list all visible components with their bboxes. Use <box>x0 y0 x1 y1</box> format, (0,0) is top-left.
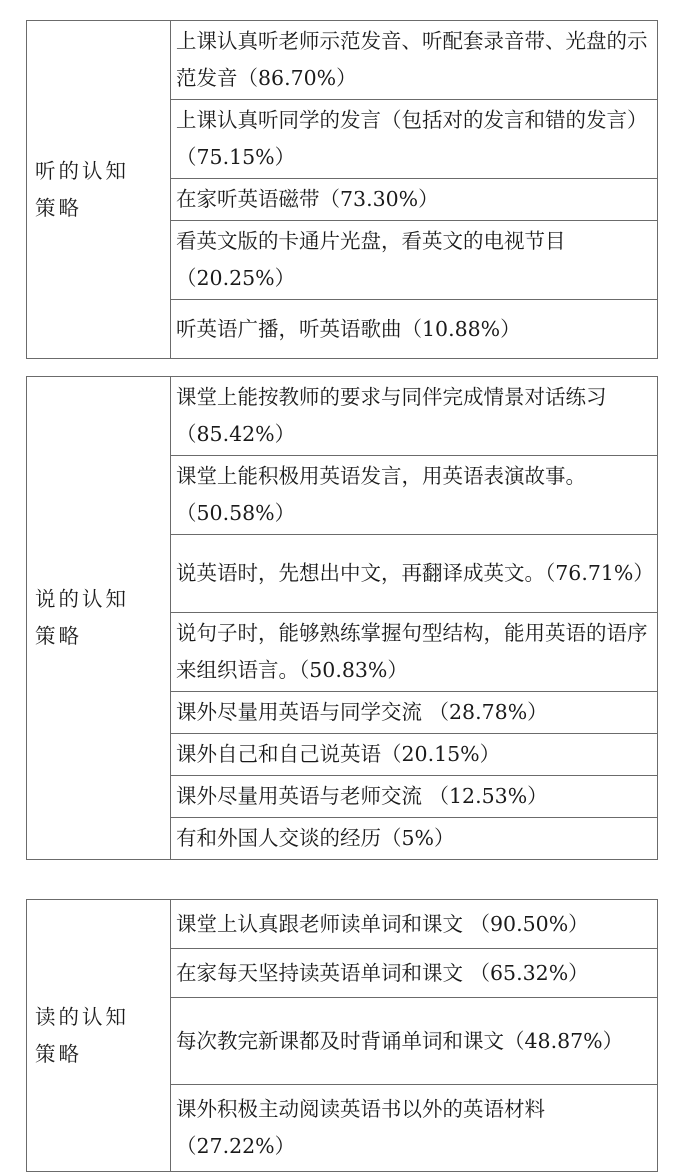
strategy-item: 上课认真听同学的发言（包括对的发言和错的发言）（75.15%） <box>171 100 658 179</box>
strategy-item: 说英语时，先想出中文，再翻译成英文。（76.71%） <box>171 535 658 613</box>
reading-strategy-table <box>26 899 658 1172</box>
category-label-line1: 听的认知 <box>35 158 129 183</box>
category-label-line2: 策略 <box>35 624 82 648</box>
table-row <box>27 21 658 100</box>
table-row <box>27 900 658 949</box>
category-cell <box>27 21 171 359</box>
strategy-item: 课堂上能积极用英语发言，用英语表演故事。（50.58%） <box>171 456 658 535</box>
strategy-item: 在家听英语磁带（73.30%） <box>171 179 658 221</box>
speaking-strategy-table <box>26 376 658 860</box>
strategy-item: 听英语广播，听英语歌曲（10.88%） <box>171 300 658 359</box>
category-label-line2: 策略 <box>35 195 82 220</box>
strategy-item: 在家每天坚持读英语单词和课文 （65.32%） <box>171 949 658 998</box>
category-label-line1: 说的认知 <box>35 587 129 611</box>
strategy-item: 课外尽量用英语与老师交流 （12.53%） <box>171 776 658 818</box>
listening-strategy-table <box>26 20 658 359</box>
strategy-item: 上课认真听老师示范发音、听配套录音带、光盘的示范发音（86.70%） <box>171 21 658 100</box>
strategy-item: 看英文版的卡通片光盘，看英文的电视节目（20.25%） <box>171 221 658 300</box>
strategy-item: 课外积极主动阅读英语书以外的英语材料（27.22%） <box>171 1085 658 1172</box>
table-row <box>27 377 658 456</box>
category-cell <box>27 377 171 860</box>
strategy-item: 有和外国人交谈的经历（5%） <box>171 818 658 860</box>
strategy-item: 说句子时，能够熟练掌握句型结构，能用英语的语序来组织语言。（50.83%） <box>171 613 658 692</box>
strategy-item: 课外尽量用英语与同学交流 （28.78%） <box>171 692 658 734</box>
category-cell <box>27 900 171 1172</box>
category-label-line1: 读的认知 <box>35 1004 129 1029</box>
strategy-item: 课堂上能按教师的要求与同伴完成情景对话练习（85.42%） <box>171 377 658 456</box>
category-label-line2: 策略 <box>35 1041 82 1066</box>
strategy-item: 每次教完新课都及时背诵单词和课文（48.87%） <box>171 998 658 1085</box>
strategy-item: 课外自己和自己说英语（20.15%） <box>171 734 658 776</box>
strategy-item: 课堂上认真跟老师读单词和课文 （90.50%） <box>171 900 658 949</box>
